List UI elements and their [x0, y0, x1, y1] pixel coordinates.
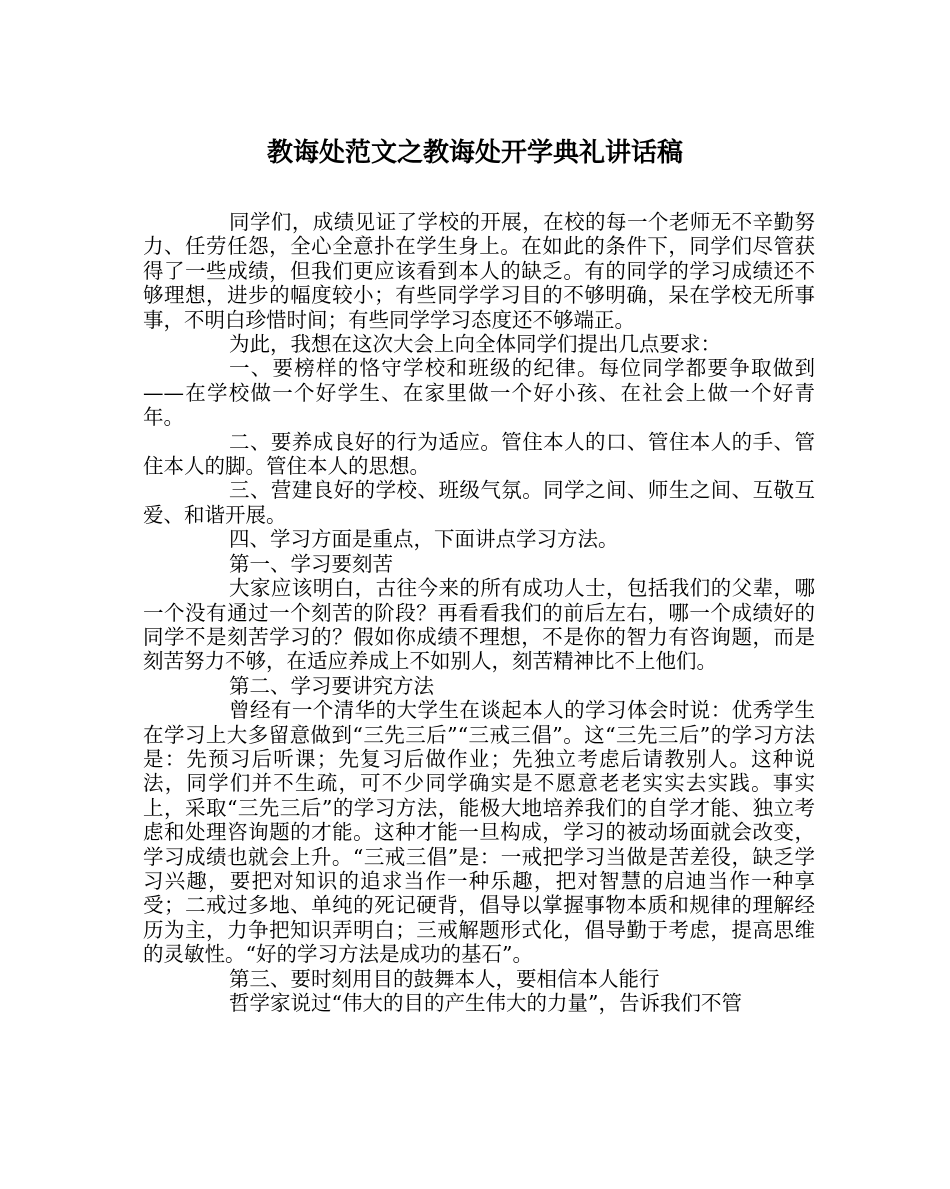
paragraph: 四、学习方面是重点，下面讲点学习方法。 — [229, 527, 619, 552]
paragraph: 三、营建良好的学校、班级气氛。同学之间、师生之间、互敬互爱、和谐开展。 — [143, 478, 815, 527]
paragraph: 哲学家说过“伟大的目的产生伟大的力量”，告诉我们不管 — [229, 991, 742, 1015]
paragraph: 同学们，成绩见证了学校的开展，在校的每一个老师无不辛勤努力、任劳任怨，全心全意扑在学生身上。在如此的条件下，同学们尽管获得了一些成绩，但我们更应该看到本人的缺乏。有的同学的学习成绩还不够理想，进步的幅度较小；有些同学学习目的不够明确，呆在学校无所事事，不明白珍惜时间；有些同学学习态度还不够端正。 — [143, 210, 815, 332]
document-body — [143, 210, 815, 1015]
section-heading: 第二、学习要讲究方法 — [229, 673, 434, 698]
document-title: 教诲处范文之教诲处开学典礼讲话稿 — [266, 138, 683, 168]
paragraph: 二、要养成良好的行为适应。管住本人的口、管住本人的手、管住本人的脚。管住本人的思想。 — [143, 429, 815, 479]
paragraph: 大家应该明白，古往今来的所有成功人士，包括我们的父辈，哪一个没有通过一个刻苦的阶段？再看看我们的前后左右，哪一个成绩好的同学不是刻苦学习的？假如你成绩不理想，不是你的智力有咨询题，而是刻苦努力不够，在适应养成上不如别人，刻苦精神比不上他们。 — [143, 576, 815, 674]
section-heading: 第三、要时刻用目的鼓舞本人，要相信本人能行 — [229, 966, 660, 991]
paragraph: 为此，我想在这次大会上向全体同学们提出几点要求： — [229, 332, 721, 357]
paragraph: 曾经有一个清华的大学生在谈起本人的学习体会时说：优秀学生在学习上大多留意做到“三先三后”“三戒三倡”。这“三先三后”的学习方法是：先预习后听课；先复习后做作业；先独立考虑后请教别人。这种说法，同学们并不生疏，可不少同学确实是不愿意老老实实去实践。事实上，采取“三先三后”的学习方法，能极大地培养我们的自学才能、独立考虑和处理咨询题的才能。这种才能一旦构成，学习的被动场面就会改变，学习成绩也就会上升。“三戒三倡”是：一戒把学习当做是苦差役，缺乏学习兴趣，要把对知识的追求当作一种乐趣，把对智慧的启迪当作一种享受；二戒过多地、单纯的死记硬背，倡导以掌握事物本质和规律的理解经历为主，力争把知识弄明白；三戒解题形式化，倡导勤于考虑，提高思维的灵敏性。“好的学习方法是成功的基石”。 — [143, 698, 815, 967]
section-heading: 第一、学习要刻苦 — [229, 551, 393, 576]
paragraph: 一、要榜样的恪守学校和班级的纪律。每位同学都要争取做到——在学校做一个好学生、在家里做一个好小孩、在社会上做一个好青年。 — [143, 356, 815, 430]
